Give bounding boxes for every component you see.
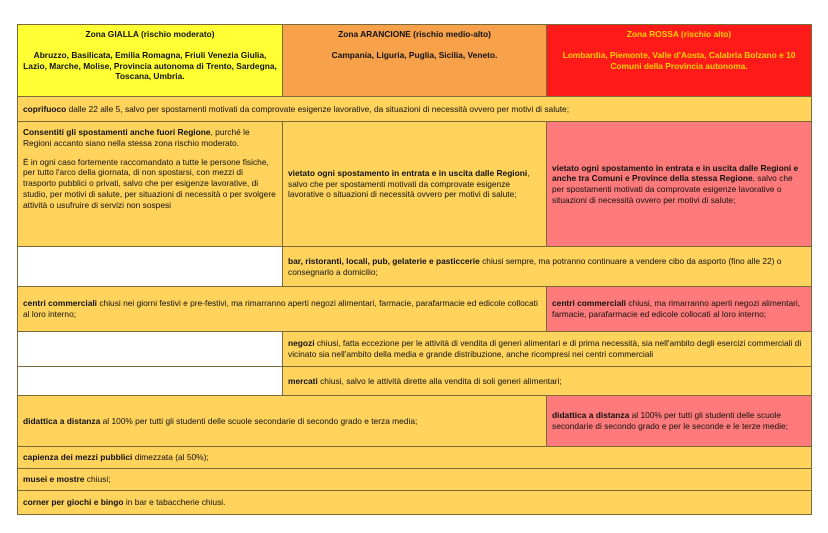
schools-yellow-cell: [18, 396, 547, 447]
museums-cell: [18, 469, 812, 491]
markets-empty-cell: [18, 367, 283, 396]
schools-red-cell: [547, 396, 812, 447]
movement-red-cell: [547, 122, 812, 247]
orange-zone-regions: Campania, Liguria, Puglia, Sicilia, Veneto.: [331, 49, 498, 60]
header-row: [18, 25, 812, 97]
red-zone-regions: Lombardia, Piemonte, Valle d'Aosta, Calabria Bolzano e 10 Comuni della Provincia autonoma.: [562, 49, 796, 71]
malls-red-label: centri commerciali: [552, 298, 627, 309]
markets-text: chiusi, salvo le attività dirette alla vendita di soli generi alimentari;: [317, 375, 562, 386]
malls-row: [18, 287, 812, 332]
bars-cell: [283, 247, 812, 287]
museums-row: [18, 469, 812, 491]
markets-row: [18, 367, 812, 396]
orange-zone-title: Zona ARANCIONE (rischio medio-alto): [338, 29, 491, 39]
transport-label: capienza dei mezzi pubblici: [23, 452, 133, 463]
movement-yellow-recommendation: È in ogni caso fortemente raccomandato a tutte le persone fisiche, per tutto l'arco della giornata, di non spostarsi, con mezzi di trasporto pubblici o privati, salvo che per esigenze lavorative, di studio, per motivi di salute, per situazioni di necessità o per svolgere attività o usufruire di servizi non sospesi: [23, 156, 276, 210]
malls-red-text: chiusi, ma rimarranno aperti negozi alimentari, farmacie, parafarmacie ed edicole collocati al loro interno;: [552, 298, 801, 319]
yellow-zone-title: Zona GIALLA (rischio moderato): [85, 29, 215, 39]
malls-yellow-label: centri commerciali: [23, 298, 98, 309]
schools-row: [18, 396, 812, 447]
curfew-row: [18, 97, 812, 122]
games-label: corner per giochi e bingo: [23, 497, 124, 508]
shops-row: [18, 332, 812, 367]
movement-yellow-cell: [18, 122, 283, 247]
movement-orange-label: vietato ogni spostamento in entrata e in uscita dalle Regioni: [288, 167, 528, 178]
orange-zone-header: [283, 25, 547, 97]
games-text: in bar e tabaccherie chiusi.: [123, 497, 226, 508]
bars-label: bar, ristoranti, locali, pub, gelaterie e pasticcerie: [288, 255, 480, 266]
bars-row: [18, 247, 812, 287]
movement-orange-text: , salvo che per spostamenti motivati da comprovate esigenze lavorative o situazioni di necessità ovvero per motivi di salute;: [288, 167, 530, 200]
transport-text: dimezzata (al 50%);: [132, 452, 209, 463]
markets-label: mercati: [288, 375, 318, 386]
schools-red-text: al 100% per tutti gli studenti delle scuole secondarie di secondo grado e per le seconde e le terze medie;: [552, 410, 789, 431]
transport-row: [18, 447, 812, 469]
movement-orange-cell: [283, 122, 547, 247]
schools-yellow-label: didattica a distanza: [23, 415, 101, 426]
shops-empty-cell: [18, 332, 283, 367]
red-zone-title: Zona ROSSA (rischio alto): [626, 29, 732, 39]
bars-text: chiusi sempre, ma potranno continuare a vendere cibo da asporto (fino alle 22) o consegnarlo a domicilio;: [288, 255, 782, 277]
movement-yellow-text: , purché le Regioni accanto siano nella stessa zona rischio moderato.: [23, 127, 250, 148]
schools-red-label: didattica a distanza: [552, 410, 630, 421]
curfew-label: coprifuoco: [23, 103, 67, 114]
shops-label: negozi: [288, 338, 315, 349]
markets-cell: [283, 367, 812, 396]
games-cell: [18, 491, 812, 515]
movement-yellow-label: Consentiti gli spostamenti anche fuori Regione: [23, 127, 211, 137]
malls-red-cell: [547, 287, 812, 332]
movement-red-text: , salvo che per spostamenti motivati da comprovate esigenze lavorative o situazioni di necessità ovvero per motivi di salute;: [552, 173, 793, 205]
malls-yellow-text: chiusi nei giorni festivi e pre-festivi, ma rimarranno aperti negozi alimentari, farmacie, parafarmacie ed edicole collocati al loro interno;: [23, 298, 538, 319]
movement-red-label: vietato ogni spostamento in entrata e in uscita dalle Regioni e anche tra Comuni e Province della stessa Regione: [552, 162, 799, 184]
transport-cell: [18, 447, 812, 469]
malls-yellow-cell: [18, 287, 547, 332]
schools-yellow-text: al 100% per tutti gli studenti delle scuole secondarie di secondo grado e terza media;: [100, 415, 418, 426]
curfew-cell: [18, 97, 812, 122]
yellow-zone-header: [18, 25, 283, 97]
curfew-text: dalle 22 alle 5, salvo per spostamenti motivati da comprovate esigenze lavorative, da situazioni di necessità ovvero per motivi di salute;: [66, 103, 570, 114]
red-zone-header: [547, 25, 812, 97]
yellow-zone-regions: Abruzzo, Basilicata, Emilia Romagna, Friuli Venezia Giulia, Lazio, Marche, Molise, Provincia autonoma di Trento, Sardegna, Toscana, Umbria.: [23, 49, 277, 82]
movement-row: [18, 122, 812, 247]
zone-restrictions-table: [17, 24, 812, 515]
games-row: [18, 491, 812, 515]
bars-empty-cell: [18, 247, 283, 287]
museums-text: chiusi;: [84, 474, 111, 485]
museums-label: musei e mostre: [23, 474, 85, 485]
shops-cell: [283, 332, 812, 367]
shops-text: chiusi, fatta eccezione per le attività di vendita di generi alimentari e di prima necessità, sia nell'ambito degli esercizi commerciali di vicinato sia nell'ambito della media e grande distribuzione, anche ricompresi nei centri commerciali: [288, 338, 802, 359]
